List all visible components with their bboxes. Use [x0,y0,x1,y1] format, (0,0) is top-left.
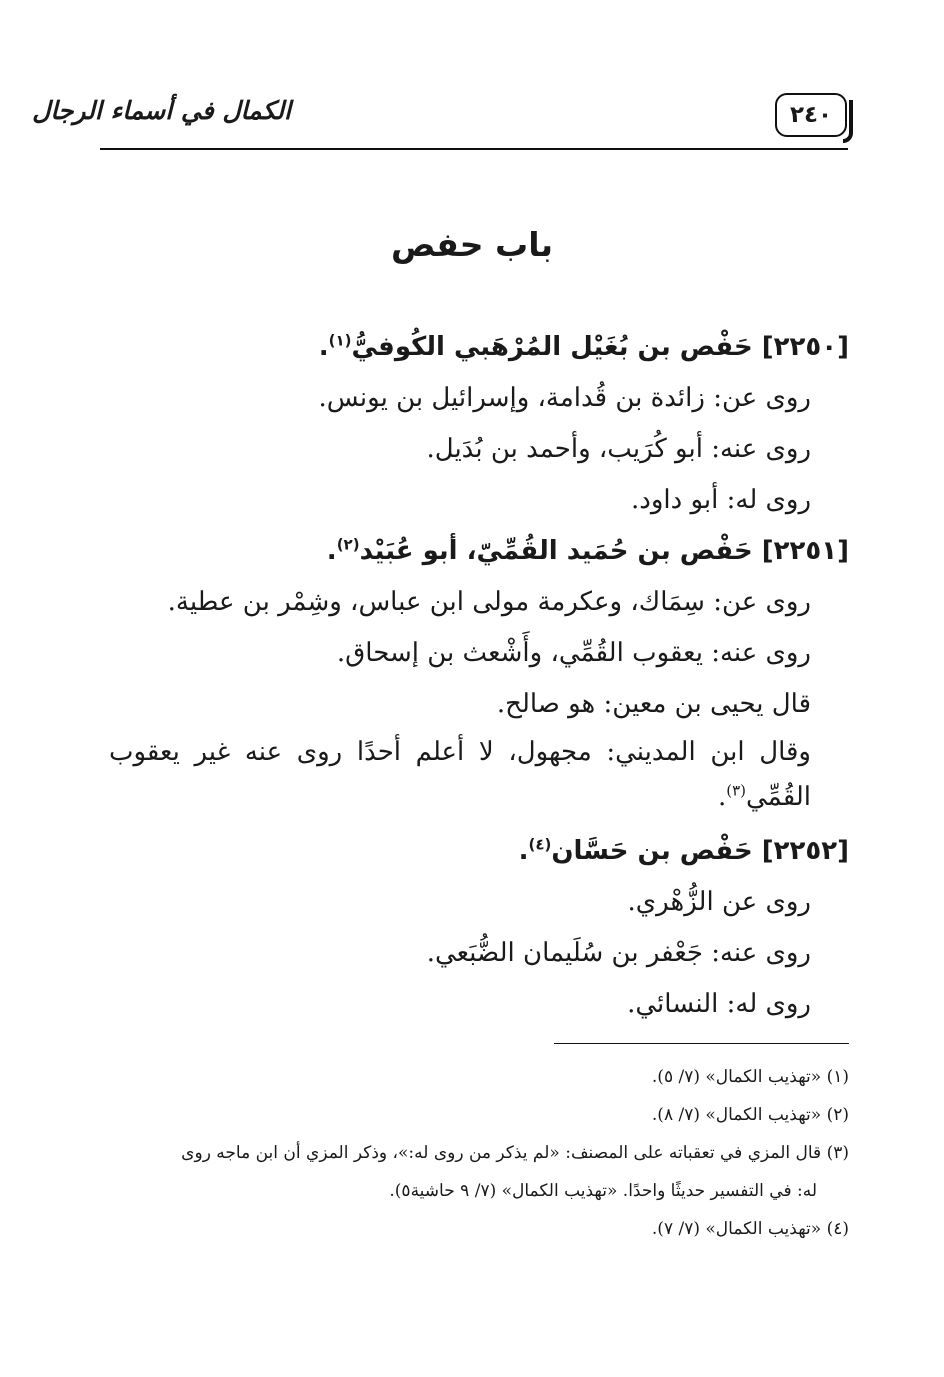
entry-line: روى عن: زائدة بن قُدامة، وإسرائيل بن يونس. [318,383,811,413]
footnote-number: (٣) [826,1143,849,1163]
entry-line: روى عنه: أبو كُرَيب، وأحمد بن بُدَيل. [426,434,811,464]
footnote-divider [554,1043,849,1044]
full-stop: . [717,782,727,812]
footnote-text: «تهذيب الكمال» (٧/ ٨). [651,1105,822,1125]
entry-heading-text: [٢٢٥٠] حَفْص بن بُغَيْل المُرْهَبي الكُوفيُّ [351,332,849,362]
entry-line: روى عن: سِمَاك، وعكرمة مولى ابن عباس، وشِمْر بن عطية. [167,587,811,617]
footnote-text-continued: له: في التفسير حديثًا واحدًا. «تهذيب الكمال» (٧/ ٩ حاشية٥). [389,1181,817,1201]
header-divider [100,148,848,150]
entry-heading-2250 [109,322,849,373]
footnote-number: (٢) [826,1105,849,1125]
footnote-ref: (٣) [726,781,746,800]
page-number [775,93,847,137]
footnote-text: «تهذيب الكمال» (٧/ ٧). [651,1219,822,1239]
footnote-item [107,1134,849,1210]
full-stop: . [326,536,337,566]
footnote-ref: (٢) [336,535,360,554]
chapter-title: باب حفص [391,225,553,264]
full-stop: . [318,332,329,362]
footnote-item [107,1210,849,1248]
entry-heading-text: [٢٢٥٢] حَفْص بن حَسَّان [551,836,849,866]
footnote-number: (٤) [826,1219,849,1239]
footnote-number: (١) [826,1067,849,1087]
entry-line: روى عنه: جَعْفر بن سُلَيمان الضُّبَعي. [426,938,811,968]
footnote-item [107,1096,849,1134]
entry-heading-text: [٢٢٥١] حَفْص بن حُمَيد القُمِّيّ، أبو عُبَيْد [359,536,849,566]
entry-line: روى له: أبو داود. [631,485,811,515]
footnote-text: قال المزي في تعقباته على المصنف: «لم يذكر من روى له:»، وذكر المزي أن ابن ماجه روى [181,1143,822,1163]
entry-line: روى عنه: يعقوب القُمِّي، وأَشْعث بن إسحاق. [336,638,811,668]
footnote-ref: (٤) [528,835,552,854]
entry-heading-2252 [109,826,849,877]
running-head-title: الكمال في أسماء الرجال [32,96,291,125]
main-text [109,322,849,1030]
footnotes [107,1058,849,1248]
page-number-text: ٢٤٠ [789,102,833,128]
full-stop: . [518,836,529,866]
footnote-item [107,1058,849,1096]
footnote-text: «تهذيب الكمال» (٧/ ٥). [651,1067,822,1087]
entry-paragraph-text: وقال ابن المديني: مجهول، لا أعلم أحدًا روى عنه غير يعقوب القُمِّي [109,737,811,812]
entry-line: روى له: النسائي. [627,989,811,1019]
entry-line: قال يحيى بن معين: هو صالح. [496,689,811,719]
entry-heading-2251 [109,526,849,577]
entry-paragraph [109,730,849,820]
entry-line: روى عن الزُّهْري. [627,887,811,917]
footnote-ref: (١) [328,331,352,350]
